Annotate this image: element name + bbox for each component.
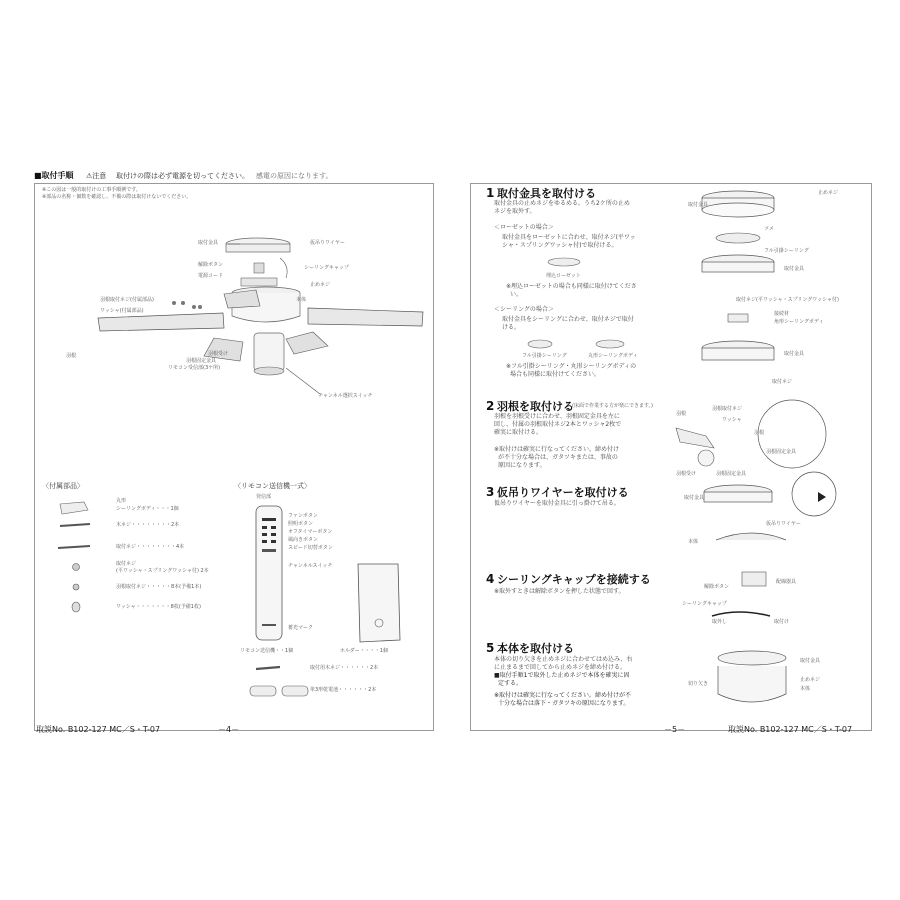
acc-ceiling-body-1: 丸形 (116, 498, 127, 504)
step-5-body-4: 定する。 (498, 680, 523, 687)
r-label-adapter: 接続材 (774, 311, 790, 317)
label-blade-fix: 羽根固定金具 (186, 358, 217, 364)
remote-count: リモコン送信機・・1個 (240, 648, 294, 654)
rosette-heading: ＜ローゼットの場合＞ (494, 224, 554, 231)
step-3-number: 3 (486, 485, 495, 499)
step-2-note-2: が不十分な場合は、ガタツキまたは、事故の (498, 454, 618, 461)
caution-text: 取付けの際は必ず電源を切ってください。 (116, 172, 249, 180)
caution-suffix: 感電の原因になります。 (256, 172, 333, 180)
holder-count: ホルダー・・・・1個 (340, 648, 388, 654)
r-label-remove: 取外し (712, 619, 728, 625)
step-4-number: 4 (486, 572, 495, 586)
r-label-ceiling-cap: シーリングキャップ (682, 601, 727, 607)
remote-fan-button: ファンボタン (288, 513, 318, 519)
right-page (466, 166, 876, 740)
label-stop-screw: 止めネジ (310, 282, 331, 288)
step-2-title: 羽根を取付ける (497, 400, 574, 413)
step-2-body-1: 羽根を羽根受けに合わせ、羽根固定金具を左に (494, 413, 620, 420)
label-blade: 羽根 (66, 353, 77, 359)
label-mount-bracket: 取付金具 (198, 240, 219, 246)
r-label-blade: 羽根 (676, 411, 687, 417)
r-label-attach: 取付け (774, 619, 790, 625)
remote-title: 〈リモコン送信機一式〉 (234, 482, 311, 490)
ceiling-note-1: ※フル引掛シーリング・丸形シーリングボディの (506, 363, 637, 370)
rosette-body-2: シャ・スプリングワッシャ付)で取付ける。 (502, 242, 618, 249)
rosette-body-1: 取付金具をローゼットに合わせ、取付ネジ(平ワッ (502, 234, 636, 241)
note-2: ※部品の名称・個数を確認し、不備の際は取付けないでください。 (42, 194, 192, 200)
left-page-number: －4－ (218, 725, 240, 734)
r-label-mount-bracket: 取付金具 (688, 202, 709, 208)
step-1-title: 取付金具を取付ける (497, 187, 596, 200)
ceiling-note-2: 場合も同様に取付けてください。 (510, 371, 601, 378)
r-label-blade-screw: 羽根取付ネジ (712, 406, 743, 412)
note-1: ※この図は一般的取付けの工事手順例です。 (42, 187, 141, 193)
step-5-body-3: ■取付手順1で取外した止めネジで本体を確実に固 (494, 672, 630, 679)
acc-wood-screw: 木ネジ・・・・・・・・2本 (116, 522, 180, 528)
ceiling-body-2: ける。 (502, 324, 521, 331)
step-2-note-3: 原因になります。 (498, 462, 546, 469)
remote-light-button: 照明ボタン (288, 521, 314, 527)
step-3-body-1: 仮吊りワイヤーを取付金具に引っ掛けて吊る。 (494, 500, 620, 507)
left-doc-no: 取説No. B102-127 MC／S・T-07 (36, 725, 161, 734)
r-label-stop-screw-2: 止めネジ (800, 677, 821, 683)
label-washer: ワッシャ(付属部品) (100, 308, 144, 314)
step-1-body-2: ネジを取外す。 (494, 208, 536, 215)
remote-channel-switch: チャンネルスイッチ (288, 563, 333, 569)
fig-round-ceiling: 丸形シーリングボディ (588, 353, 638, 359)
step-4-title: シーリングキャップを接続する (497, 573, 651, 586)
r-label-full-ceiling: フル引掛シーリング (764, 248, 809, 254)
rosette-figure-label: 埋込ローゼット (546, 273, 581, 279)
r-label-stop-screw: 止めネジ (818, 190, 839, 196)
procedure-heading: ■取付手順 (34, 171, 74, 180)
label-power-cord: 電源コード (198, 273, 224, 279)
step-2-note-1: ※取付けは確実に行なってください。締め付け (494, 446, 620, 453)
remote-glow-mark: 蓄光マーク (288, 625, 314, 631)
r-label-wiring-box: 配線器具 (776, 579, 797, 585)
step-5-body-1: 本体の切り欠きを止めネジに合わせてはめ込み、右 (494, 656, 633, 663)
r-label-blade-fix: 羽根固定金具 (716, 471, 747, 477)
step-5-title: 本体を取付ける (497, 642, 574, 655)
step-4-note-1: ※取外すときは解除ボタンを押した状態で回す。 (494, 588, 625, 595)
label-temp-wire: 仮吊りワイヤー (310, 240, 345, 246)
label-body: 本体 (296, 297, 307, 303)
step-5-body-2: に止まるまで回してから止めネジを締め付ける。 (494, 664, 627, 671)
right-doc-no: 取説No. B102-127 MC／S・T-07 (728, 725, 853, 734)
r-label-blade-support: 羽根受け (676, 471, 697, 477)
label-ceiling-cap: シーリングキャップ (304, 265, 349, 271)
fig-full-ceiling: フル引掛シーリング (522, 353, 567, 359)
acc-washer-screw-2: (平ワッシャ・スプリングワッシャ付) 2本 (116, 568, 209, 574)
step-1-body-1: 取付金具の止めネジをゆるめる。うち2ケ所の止め (494, 200, 630, 207)
step-2-number: 2 (486, 399, 495, 413)
label-blade-support: 羽根受け (208, 351, 229, 357)
ceiling-body-1: 取付金具をシーリングに合わせ、取付ネジで取付 (502, 316, 634, 323)
r-label-release: 解除ボタン (704, 584, 730, 590)
ceiling-heading: ＜シーリングの場合＞ (494, 306, 554, 313)
step-2-body-2: 回し、付属の羽根取付ネジ2本とワッシャ2枚で (494, 421, 622, 428)
r-label-mount-bracket-4: 取付金具 (684, 495, 705, 501)
r-label-mount-screw: 取付ネジ (772, 379, 793, 385)
r-label-washer: ワッシャ (722, 417, 742, 423)
r-label-round-body: 角形シーリングボディ (774, 319, 824, 325)
step-2-body-3: 確実に取付ける。 (494, 429, 543, 436)
step-3-title: 仮吊りワイヤーを取付ける (497, 486, 629, 499)
battery: 単3形乾電池・・・・・・2本 (310, 687, 377, 693)
remote-speed-button: スピード切替ボタン (288, 545, 333, 551)
r-label-body-2: 本体 (800, 686, 811, 692)
r-label-mount-bracket-5: 取付金具 (800, 658, 821, 664)
acc-blade-screw: 羽根取付ネジ・・・・・8本(予備1本) (116, 584, 202, 590)
acc-washer-screw-1: 取付ネジ (116, 561, 137, 567)
acc-ceiling-body-2: シーリングボディ・・・1個 (116, 506, 179, 512)
remote-direction-button: 風向きボタン (288, 537, 319, 543)
acc-mount-screw: 取付ネジ・・・・・・・・4本 (116, 544, 185, 550)
label-channel-switch: チャンネル選択スイッチ (318, 393, 373, 399)
r-label-blade-fix-2: 羽根固定金具 (766, 449, 797, 455)
accessories-title: 〈付属部品〉 (42, 482, 84, 490)
label-blade-screw: 羽根取付ネジ(付属部品) (100, 297, 154, 303)
acc-washer: ワッシャ・・・・・・・8枚(予備1枚) (116, 604, 201, 610)
remote-off-timer: オフタイマーボタン (288, 529, 333, 535)
remote-transmitter: 発信部 (256, 494, 272, 500)
label-release-button: 解除ボタン (198, 262, 224, 268)
rosette-note-1: ※埋込ローゼットの場合も同様に取付けてくださ (506, 283, 637, 290)
r-label-mount-bracket-3: 取付金具 (784, 351, 805, 357)
step-2-suffix: (床面で作業する方が楽にできます。) (572, 403, 654, 409)
r-label-mount-screw-w: 取付ネジ(平ワッシャ・スプリングワッシャ付) (736, 297, 839, 303)
step-1-number: 1 (486, 186, 495, 200)
right-illustrations (466, 166, 876, 740)
step-5-note-1: ※取付けは確実に行なってください。締め付けが不 (494, 692, 632, 699)
left-page (28, 166, 438, 740)
right-page-number: －5－ (664, 725, 686, 734)
rosette-note-2: い。 (510, 291, 523, 298)
r-label-body: 本体 (688, 539, 699, 545)
holder-screw: 取付用木ネジ・・・・・・2本 (310, 665, 379, 671)
r-label-notch: 切り欠き (688, 681, 709, 687)
r-label-temp-wire: 仮吊りワイヤー (766, 521, 801, 527)
step-5-note-2: 十分な場合は落下・ガタツキの原因になります。 (498, 700, 630, 707)
r-label-blade-2: 羽根 (754, 430, 765, 436)
caution-label: ⚠注意 (86, 172, 107, 180)
step-5-number: 5 (486, 641, 495, 655)
label-remote-receiver: リモコン受信部(3ケ所) (168, 365, 221, 371)
r-label-claw: ツメ (764, 226, 774, 232)
r-label-mount-bracket-2: 取付金具 (784, 266, 805, 272)
